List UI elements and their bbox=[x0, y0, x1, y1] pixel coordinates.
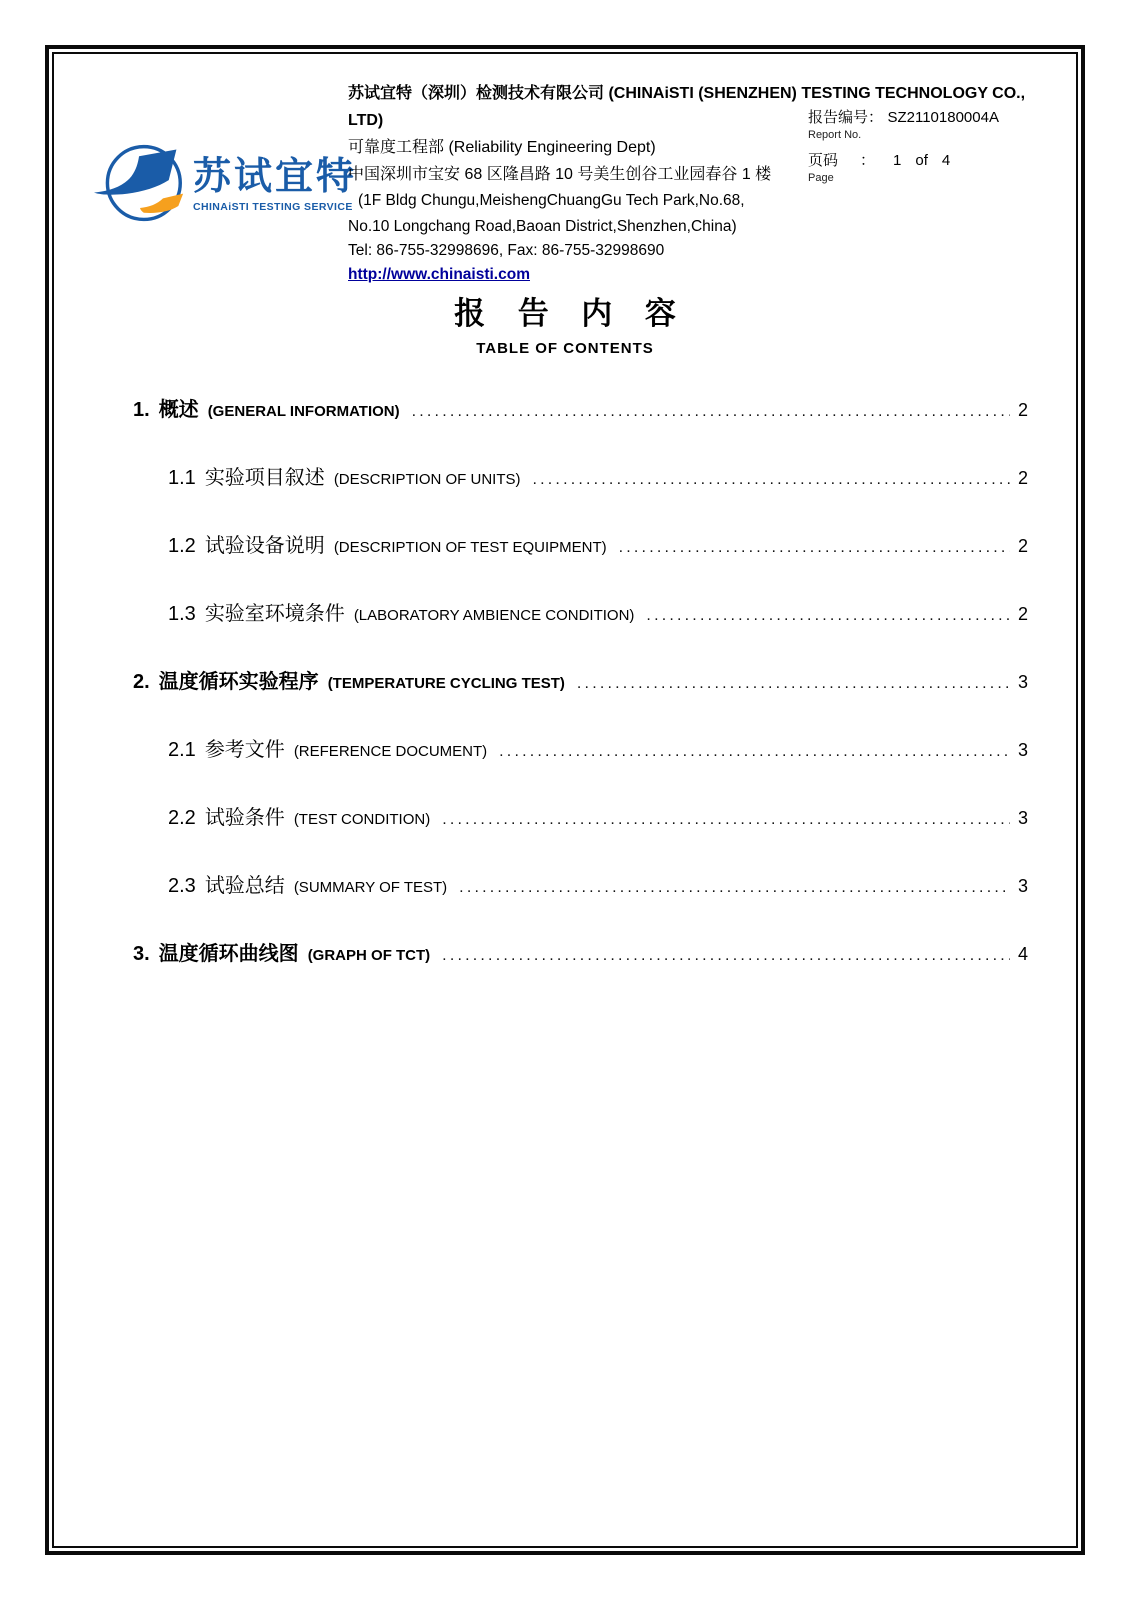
page-total: 4 bbox=[941, 152, 951, 169]
toc-entry-page: 3 bbox=[1017, 808, 1028, 828]
toc-entry-page: 2 bbox=[1017, 400, 1028, 420]
page-current: 1 bbox=[893, 152, 902, 169]
toc-entry-number: 2.1 bbox=[168, 739, 196, 761]
toc-entry-page: 4 bbox=[1017, 944, 1028, 964]
toc-entry-number: 1.2 bbox=[168, 535, 196, 557]
page-sublabel: Page bbox=[808, 172, 834, 184]
tel-fax-line: Tel: 86-755-32998696, Fax: 86-755-32998690 bbox=[348, 242, 665, 259]
document-title-cn: 报 告 内 容 bbox=[454, 296, 688, 331]
dot-leader bbox=[577, 675, 1010, 693]
document-title-en: TABLE OF CONTENTS bbox=[476, 340, 654, 357]
toc-entry-title-cn: 试验条件 bbox=[204, 807, 285, 829]
dot-leader bbox=[646, 607, 1010, 625]
dot-leader bbox=[619, 539, 1010, 557]
toc-entry bbox=[133, 529, 1028, 559]
toc-entry-page: 2 bbox=[1017, 536, 1028, 556]
brand-name-cn: 苏试宜特 bbox=[193, 156, 358, 198]
dot-leader bbox=[499, 743, 1010, 761]
dot-leader bbox=[532, 471, 1010, 489]
toc-entry-title-cn: 温度循环曲线图 bbox=[158, 943, 299, 965]
toc-entry-title-cn: 实验室环境条件 bbox=[204, 603, 345, 625]
page-of-word: of bbox=[915, 152, 928, 169]
dot-leader bbox=[412, 403, 1010, 421]
toc-entry bbox=[133, 461, 1028, 491]
address-cn: 中国深圳市宝安 68 区隆昌路 10 号美生创谷工业园春谷 1 楼 bbox=[348, 166, 772, 183]
toc-entry-number: 2.2 bbox=[168, 807, 196, 829]
toc-entry-page: 3 bbox=[1017, 672, 1028, 692]
toc-entry bbox=[133, 801, 1028, 831]
page-label: 页码 bbox=[808, 152, 839, 169]
report-no-sublabel: Report No. bbox=[808, 129, 862, 141]
toc-entry-number: 2.3 bbox=[168, 875, 196, 897]
toc-entry-number: 3. bbox=[133, 943, 150, 965]
toc-entry-title-en: (DESCRIPTION OF UNITS) bbox=[333, 471, 521, 488]
report-meta bbox=[808, 106, 999, 185]
toc-entry-title-en: (DESCRIPTION OF TEST EQUIPMENT) bbox=[333, 539, 607, 556]
toc-entry-page: 2 bbox=[1017, 604, 1028, 624]
toc-entry-page: 3 bbox=[1017, 876, 1028, 896]
toc-entry-title-en: (LABORATORY AMBIENCE CONDITION) bbox=[353, 607, 635, 624]
toc-entry bbox=[133, 665, 1028, 695]
toc-entry-title-en: (REFERENCE DOCUMENT) bbox=[293, 743, 488, 760]
department-line: 可靠度工程部 (Reliability Engineering Dept) bbox=[348, 139, 656, 156]
dot-leader bbox=[442, 947, 1010, 965]
toc-entry-title-cn: 实验项目叙述 bbox=[204, 467, 325, 489]
toc-entry-title-cn: 试验总结 bbox=[204, 875, 285, 897]
toc-entry-title-cn: 温度循环实验程序 bbox=[158, 671, 319, 693]
table-of-contents bbox=[133, 393, 1028, 1005]
toc-entry bbox=[133, 597, 1028, 627]
report-no-row bbox=[808, 106, 999, 127]
toc-entry-title-cn: 概述 bbox=[158, 399, 199, 421]
website-link[interactable]: http://www.chinaisti.com bbox=[348, 266, 530, 283]
toc-entry bbox=[133, 733, 1028, 763]
address-en-line1: (1F Bldg Chungu,MeishengChuangGu Tech Park,No.68, bbox=[358, 192, 745, 209]
toc-entry bbox=[133, 393, 1028, 423]
toc-entry bbox=[133, 937, 1028, 967]
dot-leader bbox=[459, 879, 1010, 897]
company-name-line2: LTD) bbox=[348, 112, 384, 129]
dot-leader bbox=[442, 811, 1010, 829]
company-name-line1: 苏试宜特（深圳）检测技术有限公司 (CHINAiSTI (SHENZHEN) TESTING TECHNOLOGY CO., bbox=[348, 85, 1026, 102]
toc-entry-number: 2. bbox=[133, 671, 150, 693]
address-en-line2: No.10 Longchang Road,Baoan District,Shenzhen,China) bbox=[348, 218, 737, 235]
toc-entry-number: 1.1 bbox=[168, 467, 196, 489]
toc-entry-number: 1.3 bbox=[168, 603, 196, 625]
page-colon: ： bbox=[860, 152, 876, 169]
logo-swoosh-icon bbox=[92, 138, 188, 230]
toc-entry bbox=[133, 869, 1028, 899]
company-logo bbox=[92, 138, 357, 230]
report-no-label: 报告编号： bbox=[808, 109, 884, 126]
toc-entry-title-en: (GRAPH OF TCT) bbox=[307, 947, 431, 964]
toc-entry-title-cn: 试验设备说明 bbox=[204, 535, 325, 557]
toc-entry-page: 2 bbox=[1017, 468, 1028, 488]
brand-name-en: CHINAiSTI TESTING SERVICE bbox=[193, 201, 353, 213]
logo-wordmark bbox=[193, 155, 357, 213]
toc-entry-title-cn: 参考文件 bbox=[204, 739, 285, 761]
toc-entry-number: 1. bbox=[133, 399, 150, 421]
toc-entry-title-en: (TEST CONDITION) bbox=[293, 811, 431, 828]
toc-entry-title-en: (SUMMARY OF TEST) bbox=[293, 879, 448, 896]
toc-entry-title-en: (GENERAL INFORMATION) bbox=[207, 403, 400, 420]
page-number-row bbox=[808, 149, 999, 170]
toc-entry-page: 3 bbox=[1017, 740, 1028, 760]
report-no-value: SZ2110180004A bbox=[887, 109, 999, 126]
document-title-block bbox=[57, 288, 1073, 357]
toc-entry-title-en: (TEMPERATURE CYCLING TEST) bbox=[327, 675, 565, 692]
